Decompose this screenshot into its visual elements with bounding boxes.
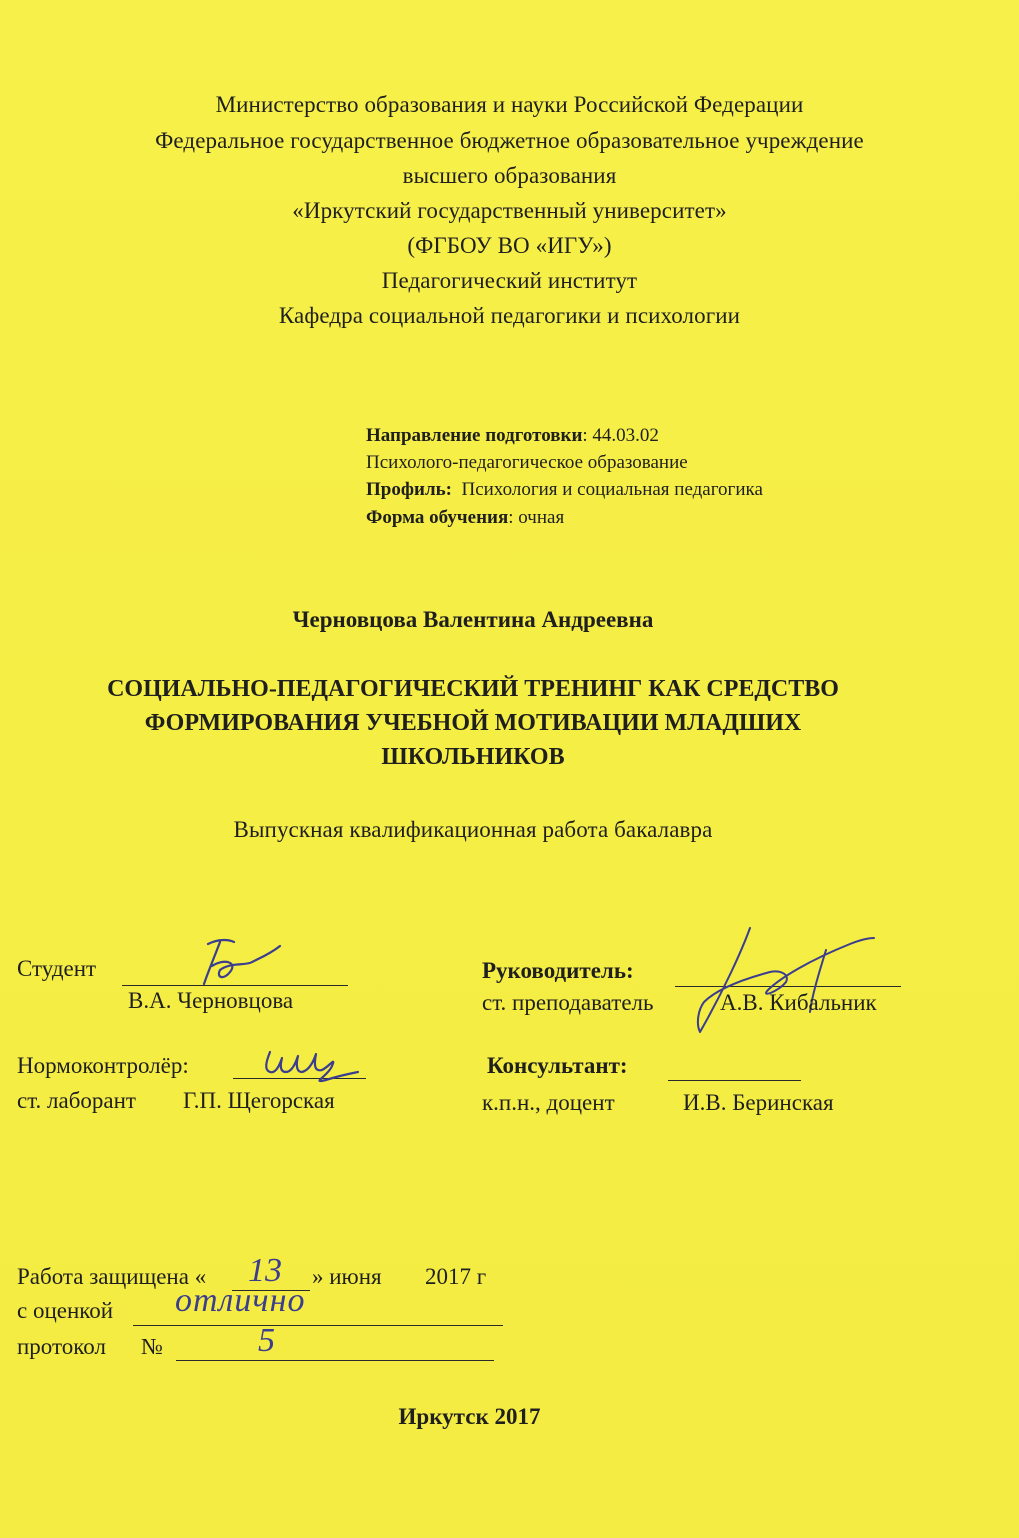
student-signature bbox=[190, 932, 290, 992]
university-abbreviation: (ФГБОУ ВО «ИГУ») bbox=[407, 233, 612, 258]
protocol-label: протокол bbox=[17, 1334, 106, 1359]
defended-day: 13 bbox=[248, 1252, 282, 1289]
institution-name-line1: Федеральное государственное бюджетное образовательное учреждение bbox=[155, 128, 864, 153]
institution-name-line2: высшего образования bbox=[402, 163, 617, 188]
defended-month: » июня bbox=[312, 1264, 382, 1289]
thesis-title-line3: ШКОЛЬНИКОВ bbox=[381, 744, 565, 770]
thesis-title-line2: ФОРМИРОВАНИЯ УЧЕБНОЙ МОТИВАЦИИ МЛАДШИХ bbox=[144, 710, 802, 736]
protocol-number-sign: № bbox=[141, 1334, 163, 1359]
consultant-position: к.п.н., доцент bbox=[482, 1090, 615, 1115]
study-form-line bbox=[366, 507, 564, 529]
thesis-title-line1: СОЦИАЛЬНО-ПЕДАГОГИЧЕСКИЙ ТРЕНИНГ КАК СРЕДСТВО bbox=[107, 676, 839, 702]
profile-value: Психология и социальная педагогика bbox=[461, 479, 763, 500]
normcontroller-signature bbox=[240, 1040, 360, 1090]
direction-line bbox=[366, 425, 659, 447]
consultant-label: Консультант: bbox=[487, 1053, 628, 1078]
study-form-value: : очная bbox=[508, 507, 565, 528]
student-label: Студент bbox=[17, 956, 97, 981]
protocol-number: 5 bbox=[258, 1322, 275, 1359]
supervisor-position: ст. преподаватель bbox=[482, 990, 654, 1015]
institute-name: Педагогический институт bbox=[381, 268, 638, 293]
ministry-name: Министерство образования и науки Российской Федерации bbox=[215, 92, 804, 117]
consultant-signature-line bbox=[668, 1080, 801, 1081]
consultant-name: И.В. Беринская bbox=[683, 1090, 834, 1115]
direction-name: Психолого-педагогическое образование bbox=[366, 452, 688, 473]
student-name: В.А. Черновцова bbox=[128, 988, 294, 1013]
direction-label: Направление подготовки bbox=[366, 425, 583, 446]
author-name: Черновцова Валентина Андреевна bbox=[292, 607, 654, 632]
direction-value: : 44.03.02 bbox=[582, 425, 659, 446]
supervisor-name: А.В. Кибальник bbox=[720, 990, 877, 1015]
grade-value: отлично bbox=[175, 1282, 306, 1319]
profile-line bbox=[366, 479, 763, 501]
supervisor-label: Руководитель: bbox=[482, 958, 634, 983]
normcontroller-name: Г.П. Щегорская bbox=[183, 1088, 335, 1113]
normcontroller-label: Нормоконтролёр: bbox=[17, 1053, 189, 1078]
grade-line bbox=[133, 1325, 503, 1326]
defended-year: 2017 г bbox=[425, 1264, 487, 1289]
university-name: «Иркутский государственный университет» bbox=[292, 198, 727, 223]
supervisor-signature bbox=[660, 920, 880, 1050]
department-name: Кафедра социальной педагогики и психологии bbox=[278, 303, 741, 328]
study-form-label: Форма обучения bbox=[366, 507, 509, 528]
city-year: Иркутск 2017 bbox=[398, 1404, 541, 1429]
grade-label: с оценкой bbox=[17, 1298, 114, 1323]
profile-label: Профиль: bbox=[366, 479, 452, 500]
defended-prefix: Работа защищена « bbox=[17, 1264, 207, 1289]
protocol-line bbox=[176, 1360, 494, 1361]
work-type: Выпускная квалификационная работа бакалавра bbox=[233, 817, 713, 842]
normcontroller-position: ст. лаборант bbox=[17, 1088, 136, 1113]
